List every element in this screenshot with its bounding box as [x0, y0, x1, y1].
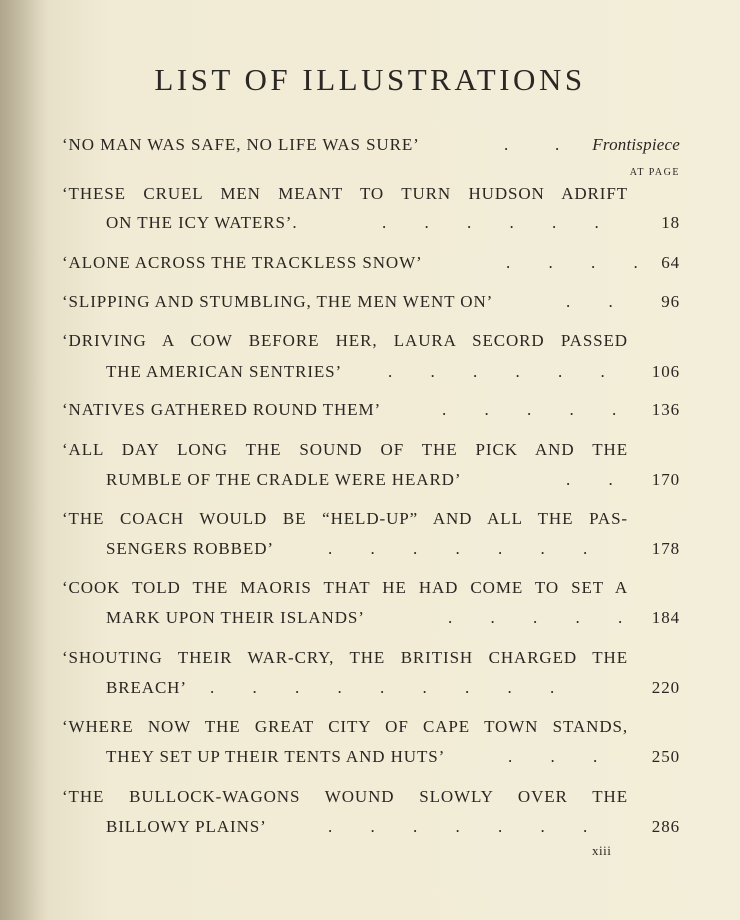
leader-dots: . . . .	[506, 253, 638, 272]
leader-dots: . . . . .	[448, 608, 623, 627]
leader-dots: . .	[504, 135, 560, 154]
list-item	[62, 576, 680, 600]
leader-dots: . . . . . . .	[328, 817, 588, 836]
entry-caption-cont: THE AMERICAN SENTRIES’	[106, 362, 343, 381]
entry-page: 136	[651, 400, 680, 419]
entry-page: 250	[651, 747, 680, 766]
list-item	[62, 785, 680, 809]
list-item	[62, 646, 680, 670]
entry-caption-cont: ON THE ICY WATERS’.	[106, 213, 298, 232]
list-item	[62, 290, 680, 314]
entry-page: 18	[661, 213, 680, 232]
entry-caption: ‘ALL DAY LONG THE SOUND OF THE PICK AND THE	[62, 440, 628, 459]
entry-caption: ‘ALONE ACROSS THE TRACKLESS SNOW’	[62, 253, 423, 272]
list-item	[62, 715, 680, 739]
entry-page: 178	[651, 539, 680, 558]
at-page-label: AT PAGE	[629, 167, 680, 178]
leader-dots: . . . . . . . . .	[210, 678, 555, 697]
entry-caption: ‘THE BULLOCK-WAGONS WOUND SLOWLY OVER THE	[62, 787, 628, 806]
entry-caption-cont: BREACH’	[106, 678, 187, 697]
list-item-continuation	[62, 815, 680, 839]
list-item-continuation	[62, 606, 680, 630]
list-item	[62, 251, 680, 275]
entry-caption: ‘NATIVES GATHERED ROUND THEM’	[62, 400, 382, 419]
list-item	[62, 182, 680, 206]
entry-page: 64	[661, 253, 680, 272]
list-item	[62, 398, 680, 422]
list-item-continuation	[62, 537, 680, 561]
leader-dots: . . . . . .	[388, 362, 605, 381]
leader-dots: . .	[566, 470, 613, 489]
entry-page: 106	[651, 362, 680, 381]
list-item	[62, 507, 680, 531]
list-item-continuation	[62, 468, 680, 492]
entry-caption: ‘DRIVING A COW BEFORE HER, LAURA SECORD PASSED	[62, 331, 628, 350]
leader-dots: . . .	[508, 747, 598, 766]
leader-dots: . . . . . . .	[328, 539, 588, 558]
entry-caption-cont: MARK UPON THEIR ISLANDS’	[106, 608, 365, 627]
list-item-continuation	[62, 745, 680, 769]
page-gutter-shadow	[0, 0, 48, 920]
entry-page: 220	[651, 678, 680, 697]
leader-dots: . .	[566, 292, 613, 311]
entry-caption-cont: SENGERS ROBBED’	[106, 539, 274, 558]
entry-page: 96	[661, 292, 680, 311]
entry-page: Frontispiece	[592, 135, 680, 154]
entry-page: 184	[651, 608, 680, 627]
entry-page: 170	[651, 470, 680, 489]
entry-caption: ‘THESE CRUEL MEN MEANT TO TURN HUDSON ADRIFT	[62, 184, 628, 203]
entry-caption-cont: RUMBLE OF THE CRADLE WERE HEARD’	[106, 470, 462, 489]
entry-caption: ‘NO MAN WAS SAFE, NO LIFE WAS SURE’	[62, 135, 420, 154]
page-title: LIST OF ILLUSTRATIONS	[154, 62, 586, 97]
list-item	[62, 438, 680, 462]
page-number: xiii	[592, 843, 612, 858]
entry-caption: ‘SLIPPING AND STUMBLING, THE MEN WENT ON’	[62, 292, 494, 311]
entry-caption: ‘SHOUTING THEIR WAR-CRY, THE BRITISH CHARGED THE	[62, 648, 628, 667]
list-item-continuation	[62, 676, 680, 700]
list-item-continuation	[62, 360, 680, 384]
entry-caption: ‘THE COACH WOULD BE “HELD-UP” AND ALL THE PAS-	[62, 509, 628, 528]
entry-caption: ‘COOK TOLD THE MAORIS THAT HE HAD COME TO SET A	[62, 578, 628, 597]
list-item	[62, 133, 680, 157]
entry-caption-cont: BILLOWY PLAINS’	[106, 817, 267, 836]
entry-caption: ‘WHERE NOW THE GREAT CITY OF CAPE TOWN STANDS,	[62, 717, 628, 736]
list-item	[62, 329, 680, 353]
list-item-continuation	[62, 211, 680, 235]
leader-dots: . . . . .	[442, 400, 617, 419]
entry-caption-cont: THEY SET UP THEIR TENTS AND HUTS’	[106, 747, 446, 766]
entry-page: 286	[651, 817, 680, 836]
leader-dots: . . . . . .	[382, 213, 599, 232]
